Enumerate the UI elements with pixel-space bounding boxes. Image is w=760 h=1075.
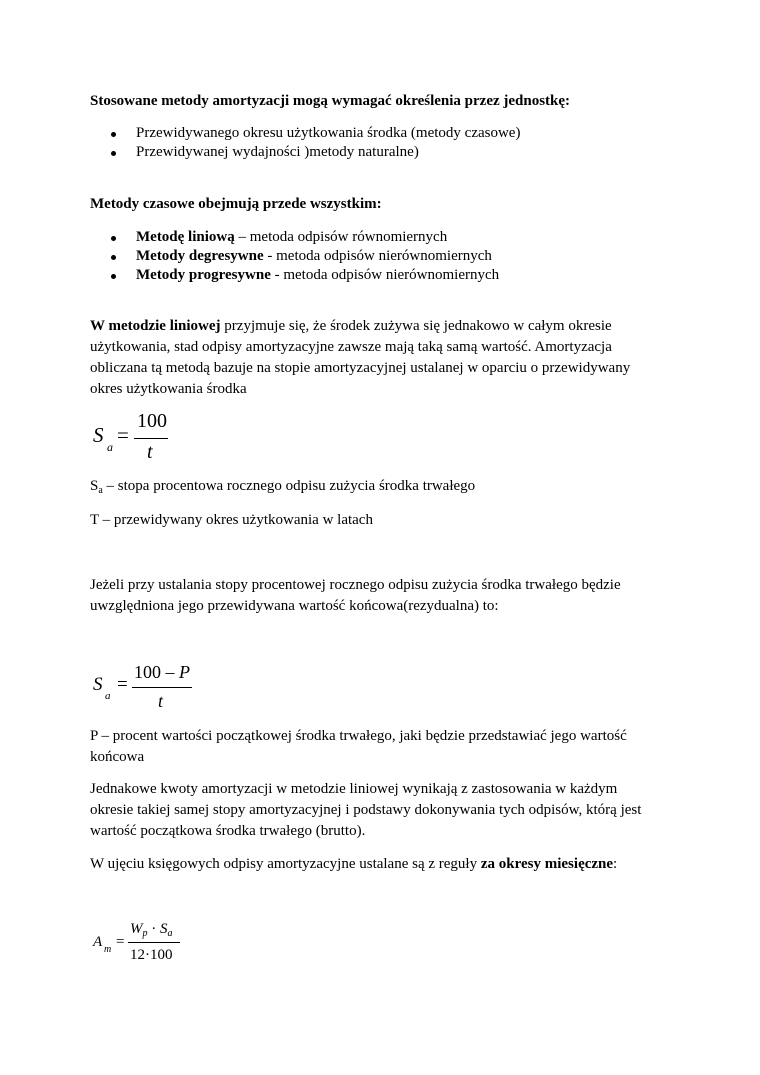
list-time-methods [90,228,499,285]
list-item: Przewidywanej wydajności )metody naturalne) [90,143,520,162]
formula-sa-linear: S a = 100 t [93,410,167,463]
list-item: Metodę liniową – metoda odpisów równomiernych [90,228,499,247]
list-item: Przewidywanego okresu użytkowania środka (metody czasowe) [90,124,520,143]
list-item: Metody progresywne - metoda odpisów nierównomiernych [90,266,499,285]
list-estimation [90,124,520,162]
list-item: Metody degresywne - metoda odpisów nierównomiernych [90,247,499,266]
heading-methods: Stosowane metody amortyzacji mogą wymagać określenia przez jednostkę: [90,93,571,109]
paragraph-monthly: W ujęciu księgowych odpisy amortyzacyjne ustalane są z reguły za okresy miesięczne: [90,856,618,872]
paragraph-equal-amounts: Jednakowe kwoty amortyzacji w metodzie liniowej wynikają z zastosowania w każdym okresie takiej samej stopy amortyzacyjnej i podstawy dokonywania tych odpisów, którą jest wartość początkowa środka trwałego (brutto). [90,781,642,839]
paragraph-residual-value: Jeżeli przy ustalania stopy procentowej rocznego odpisu zużycia środka trwałego będzie uwzględniona jego przewidywana wartość końcowa(rezydualna) to: [90,577,621,614]
heading-time-methods: Metody czasowe obejmują przede wszystkim: [90,196,382,212]
formula-am-monthly: A m = $W_p \cdot S_a$ 12·100 [90,914,210,970]
paragraph-linear-method: W metodzie liniowej przyjmuje się, że środek zużywa się jednakowo w całym okresie użytkowania, stad odpisy amortyzacyjne zawsze mają taką samą wartość. Amortyzacja obliczana tą metodą bazuje na stopie amortyzacyjnej ustalanej w oparciu o przewidywany okres użytkowania środka [90,318,631,397]
definition-sa: $S_a$ – stopa procentowa rocznego odpisu zużycia środka trwałego [90,478,476,496]
formula-sa-residual: S a = 100 – P t [93,662,190,711]
definition-t: T – przewidywany okres użytkowania w latach [90,512,373,528]
definition-p: P – procent wartości początkowej środka trwałego, jaki będzie przedstawiać jego wartość końcowa [90,728,627,765]
